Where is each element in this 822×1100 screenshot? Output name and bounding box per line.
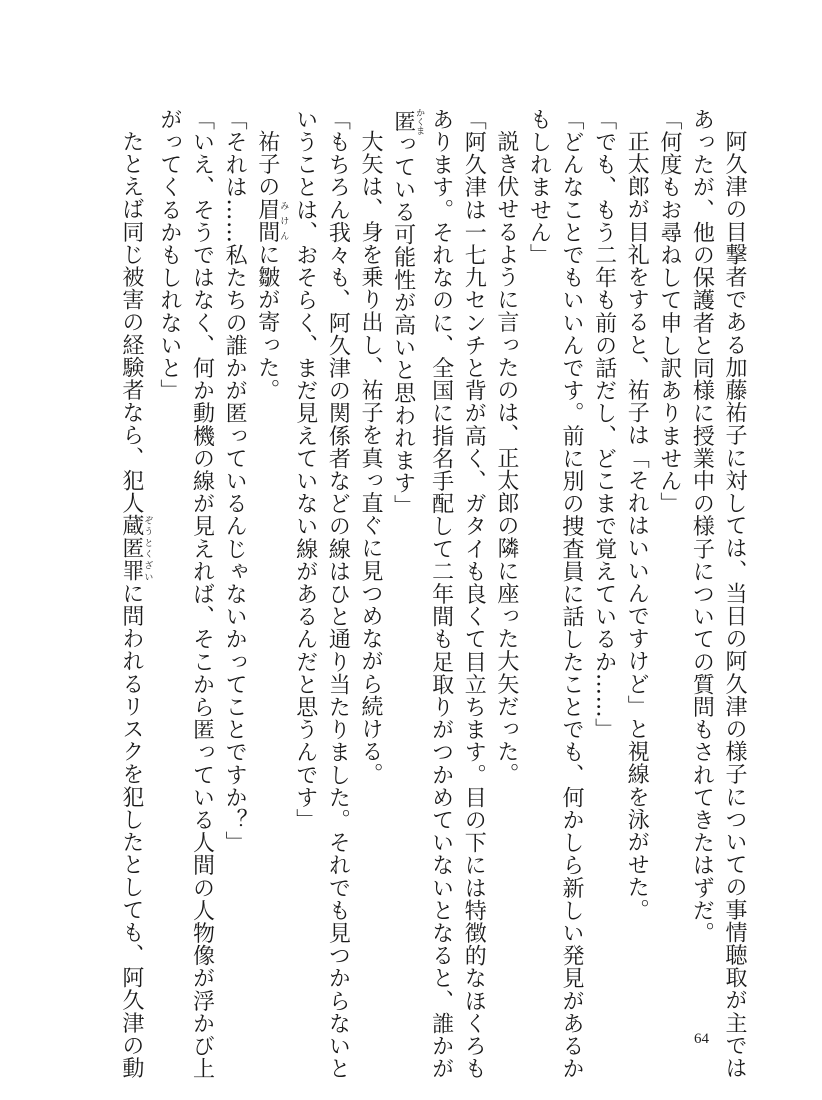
text-line-19-b: に問われるリスクを犯したとしても、阿久津の動 bbox=[118, 582, 144, 1080]
text-line-14: いうことは、おそらく、まだ見えていない線があるんだと思うんです」 bbox=[292, 108, 318, 832]
text-line-12: 大矢は、身を乗り出し、祐子を真っ直ぐに見つめながら続ける。 bbox=[357, 130, 383, 786]
text-line-15-a: 祐子の bbox=[254, 130, 280, 198]
text-line-19 bbox=[114, 108, 153, 1080]
text-line-3: 「何度もお尋ねして申し訳ありません」 bbox=[656, 108, 682, 515]
text-line-7: もしれません」 bbox=[526, 108, 552, 267]
text-line-9: 「阿久津は一七九センチと背が高く、ガタイも良くて目立ちます。目の下には特徴的なほくろも bbox=[461, 108, 487, 1080]
text-line-11-rest: っている可能性が高いと思われます」 bbox=[390, 132, 416, 517]
text-line-18: がってくるかもしれないと」 bbox=[156, 108, 182, 402]
text-line-13: 「もちろん我々も、阿久津の関係者などの線はひと通り当たりました。それでも見つからないと bbox=[325, 108, 351, 1080]
text-line-8: 説き伏せるように言ったのは、正太郎の隣に座った大矢だった。 bbox=[493, 130, 519, 786]
text-line-15 bbox=[250, 108, 288, 1008]
ruby-kakuma: 匿かくま bbox=[390, 108, 425, 135]
text-line-16: 「それは……私たちの誰かが匿っているんじゃないかってことですか？」 bbox=[222, 108, 248, 854]
text-line-17: 「いえ、そうではなく、何か動機の線が見えれば、そこから匿っている人間の人物像が浮かび上 bbox=[189, 108, 215, 1080]
text-line-15-b: に皺が寄った。 bbox=[254, 243, 280, 402]
ruby-zoutokuzai: 蔵匿罪ぞうとくざい bbox=[118, 514, 153, 583]
text-line-19-a: たとえば同じ被害の経験者なら、犯人 bbox=[118, 130, 144, 515]
text-line-1: 阿久津の目撃者である加藤祐子に対しては、当日の阿久津の様子についての事情聴取が主では bbox=[722, 130, 747, 1080]
text-line-6: 「どんなことでもいいんです。前に別の捜査員に話したことでも、何かしら新しい発見があるか bbox=[559, 108, 585, 1080]
text-line-11 bbox=[386, 108, 424, 1008]
text-line-4: 正太郎が目礼をすると、祐子は「それはいいんですけど」と視線を泳がせた。 bbox=[624, 130, 650, 921]
text-line-10: あります。それなのに、全国に指名手配して二年間も足取りがつかめていないとなると、誰かが bbox=[428, 108, 454, 1080]
text-line-2: あったが、他の保護者と同様に授業中の様子についての質問もされてきたはずだ。 bbox=[689, 108, 715, 945]
ruby-miken: 眉間みけん bbox=[254, 197, 289, 244]
text-line-5: 「でも、もう二年も前の話だし、どこまで覚えているか……」 bbox=[591, 108, 617, 741]
page-number: 64 bbox=[694, 1031, 709, 1047]
